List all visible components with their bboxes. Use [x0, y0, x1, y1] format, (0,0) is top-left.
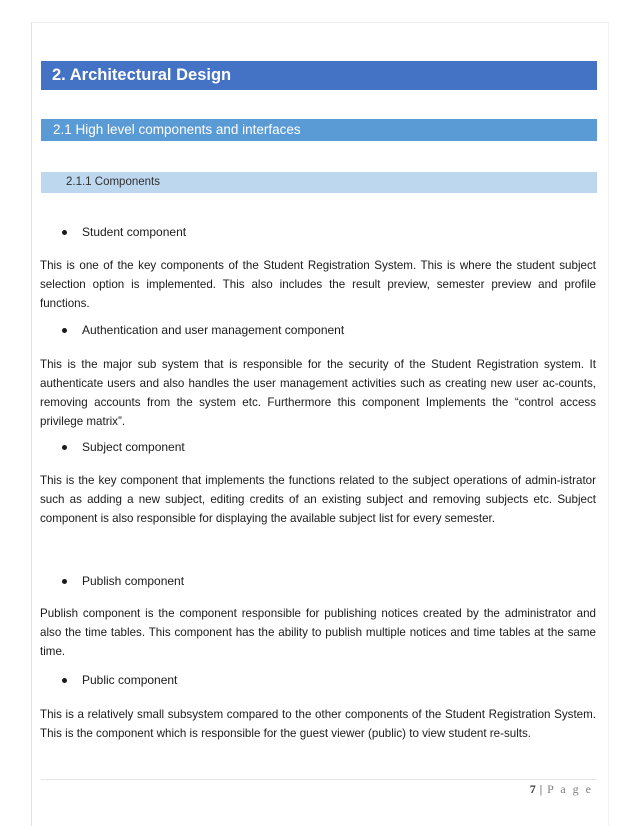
bullet-icon [62, 579, 67, 584]
bullet-label: Publish component [82, 574, 185, 588]
paragraph-subject-component: This is the key component that implements the functions related to the subject operations of admin-istrator such as adding a new subject, editing credits of an existing subject and removing subjects etc. Subject component is also responsible for displaying the available subject list for every semester. [40, 474, 596, 525]
bullet-publish-component [62, 574, 184, 589]
bullet-icon [62, 328, 67, 333]
page-footer [530, 782, 593, 797]
paragraph-public-component: This is a relatively small subsystem compared to the other components of the Student Registration System. This is the component which is responsible for the guest viewer (public) to view student re-sults. [40, 708, 596, 740]
paragraph-authentication-component: This is the major sub system that is responsible for the security of the Student Registration system. It authenticate users and also handles the user management activities such as creating new user ac-counts, removing accounts from the system etc. Furthermore this component Implements the “control access privilege matrix”. [40, 358, 596, 428]
bullet-label: Subject component [82, 440, 185, 454]
heading-components: 2.1.1 Components [41, 172, 597, 193]
footer-separator: | [539, 782, 544, 796]
bullet-icon [62, 678, 67, 683]
bullet-label: Student component [82, 225, 187, 239]
bullet-subject-component [62, 440, 185, 455]
paragraph-student-component: This is one of the key components of the Student Registration System. This is where the student subject selection option is implemented. This also includes the result preview, semester preview and profile functions. [40, 259, 596, 310]
bullet-label: Public component [82, 673, 178, 687]
bullet-authentication-component [62, 323, 344, 338]
bullet-icon [62, 230, 67, 235]
paragraph-publish-component: Publish component is the component responsible for publishing notices created by the administrator and also the time tables. This component has the ability to publish multiple notices and time tables at the same time. [40, 607, 596, 658]
bullet-public-component [62, 673, 177, 688]
bullet-icon [62, 445, 67, 450]
heading-architectural-design: 2. Architectural Design [41, 61, 597, 90]
page-number: 7 [529, 782, 536, 796]
heading-high-level-components: 2.1 High level components and interfaces [41, 119, 597, 141]
footer-divider [41, 779, 597, 780]
bullet-student-component [62, 225, 186, 240]
page-label: P a g e [547, 782, 593, 796]
bullet-label: Authentication and user management component [82, 323, 345, 337]
